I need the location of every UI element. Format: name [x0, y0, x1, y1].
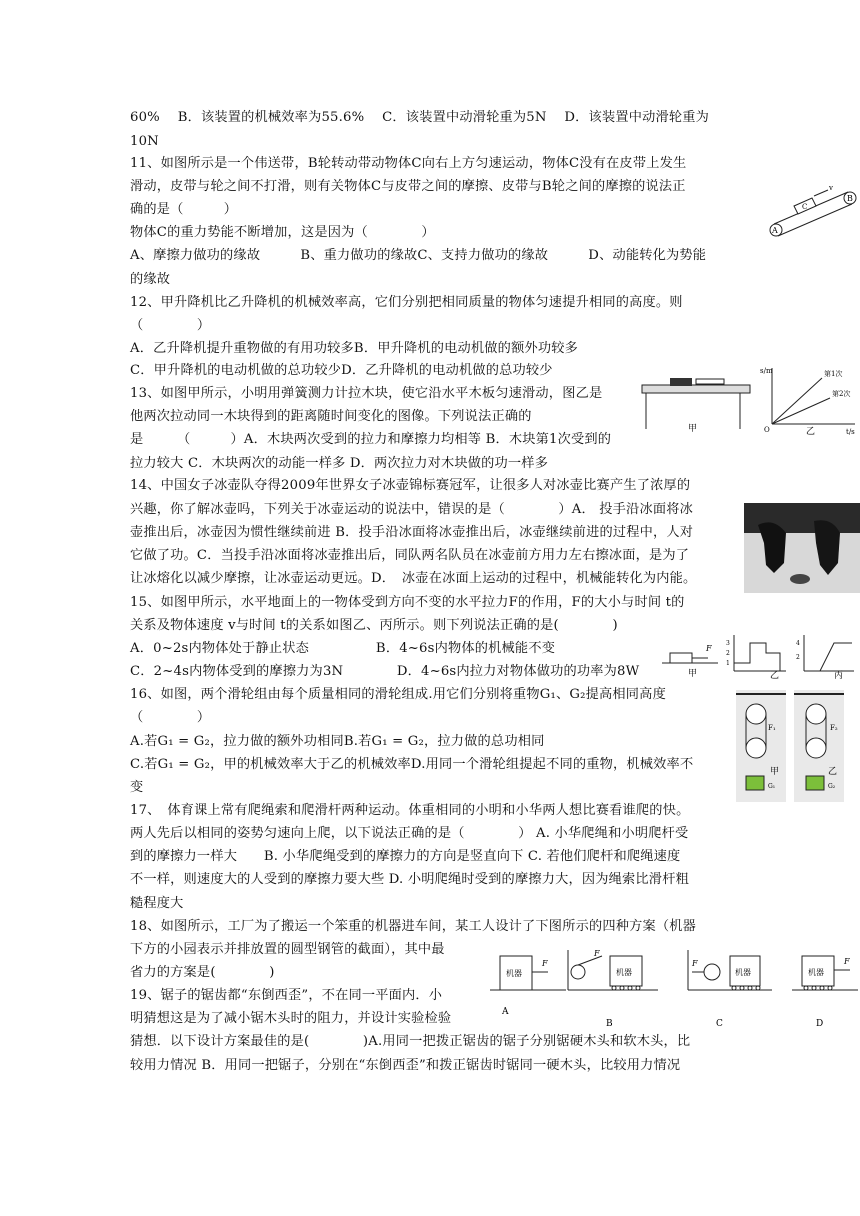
text-line: 14、中国女子冰壶队夺得2009年世界女子冰壶锦标赛冠军，让很多人对冰壶比赛产生了浓厚的	[130, 478, 691, 493]
text-line: 两人先后以相同的姿势匀速向上爬，以下说法正确的是（ ） A. 小华爬绳和小明爬杆受	[130, 826, 689, 841]
board	[642, 385, 750, 393]
text-line: 让冰熔化以减少摩擦，让冰壶运动更远。D． 冰壶在冰面上运动的过程中，机械能转化为内能。	[130, 571, 697, 586]
text-line: 19、锯子的锯齿都“东倒西歪”，不在同一平面内．小	[130, 988, 443, 1003]
second-label: 第2次	[832, 390, 851, 398]
text-line: 他两次拉动同一木块得到的距离随时间变化的图像。下列说法正确的	[130, 409, 532, 424]
text-line: （ ）	[130, 710, 211, 725]
text-line: 糙程度大	[130, 896, 184, 911]
label-yi: 乙	[770, 671, 780, 679]
pipe	[828, 986, 832, 990]
text-line: 猜想．以下设计方案最佳的是( )A.用同一把拨正锯齿的锯子分别锯硬木头和软木头，比	[130, 1034, 691, 1049]
force-graphs-figure	[658, 633, 858, 679]
line-second	[772, 398, 830, 424]
text-line: 滑动，皮带与轮之间不打滑，则有关物体C与皮带之间的摩擦、皮带与B轮之间的摩擦的说法正	[130, 179, 686, 194]
wood-block	[670, 378, 692, 386]
weight-g1	[746, 776, 764, 790]
text-line: 省力的方案是( )	[130, 965, 275, 980]
machine-label: 机器	[735, 968, 751, 977]
conveyor-belt-figure	[766, 180, 860, 246]
ytick: 4	[796, 640, 800, 647]
s-label: s/m	[760, 367, 773, 375]
pipe	[820, 986, 824, 990]
text-line: 13、如图甲所示，小明用弹簧测力计拉木块，使它沿水平木板匀速滑动，图乙是	[130, 386, 603, 401]
label-bing: 丙	[834, 671, 844, 679]
pipe	[740, 986, 744, 990]
text-line: 60% B．该装置的机械效率为55.6% C．该装置中动滑轮重为5N D．该装置中动滑轮重为	[130, 110, 710, 125]
pipe	[748, 986, 752, 990]
text-line: 较用力情况 B．用同一把锯子，分别在“东倒西歪”和拨正锯齿时锯同一硬木头，比较用力情况	[130, 1058, 681, 1073]
text-line: C．2~4s内物体受到的摩擦力为3N D．4~6s内拉力对物体做功的功率为8W	[130, 664, 640, 679]
machine-label: 机器	[506, 969, 522, 978]
machine-schemes-figure	[482, 942, 860, 1032]
curling-stone	[790, 574, 810, 584]
fixed-pulley-jia	[746, 704, 766, 724]
option-label: D	[816, 1019, 824, 1029]
text-line: （ ）	[130, 318, 211, 333]
text-line: A、摩擦力做功的缘故 B、重力做功的缘故C、支持力做功的缘故 D、动能转化为势能	[130, 248, 707, 263]
text-line: 它做了功。C．当投手沿冰面将冰壶推出后，同队两名队员在冰壶前方用力左右擦冰面，是为了	[130, 548, 690, 563]
option-label: B	[606, 1019, 613, 1029]
machine-label: 机器	[616, 968, 632, 977]
force-label: F	[692, 959, 698, 968]
text-line: 到的摩擦力一样大 B. 小华爬绳受到的摩擦力的方向是竖直向下 C. 若他们爬杆和爬绳速度	[130, 849, 681, 864]
label-v: v	[829, 184, 833, 192]
label-f: F	[706, 644, 712, 653]
origin-label: O	[764, 426, 770, 434]
curling-photo	[744, 503, 860, 593]
text-line: 拉力较大 C．木块两次的动能一样多 D．两次拉力对木块做的功一样多	[130, 456, 549, 471]
text-line: 11、如图所示是一个伟送带，B轮转动带动物体C向右上方匀速运动，物体C没有在皮带上发生	[130, 156, 687, 171]
option-label: A	[502, 1007, 509, 1017]
first-label: 第1次	[824, 370, 843, 378]
pulley-c	[704, 964, 720, 980]
label-jia: 甲	[688, 424, 698, 434]
label-b: B	[847, 194, 853, 203]
t-label: t/s	[846, 428, 855, 436]
text-line: 关系及物体速度 v与时间 t的关系如图乙、丙所示。则下列说法正确的是( )	[130, 618, 618, 633]
weight-g2	[806, 776, 824, 790]
force-label: F	[542, 959, 548, 968]
pulley-systems-figure	[732, 690, 848, 802]
label-yi: 乙	[828, 767, 838, 777]
spring-scale	[696, 379, 724, 384]
text-line: 物体C的重力势能不断增加，这是因为（ ）	[130, 225, 435, 240]
text-line: C．甲升降机的电动机做的总功较少D．乙升降机的电动机做的总功较少	[130, 363, 553, 378]
text-line: 12、甲升降机比乙升降机的机械效率高，它们分别把相同质量的物体匀速提升相同的高度。则	[130, 295, 683, 310]
label-a: A	[772, 226, 778, 235]
text-line: 是 （ ）A．木块两次受到的拉力和摩擦力均相等 B．木块第1次受到的	[130, 432, 612, 447]
text-line: 的缘故	[130, 272, 171, 287]
movable-pulley-jia	[746, 738, 766, 758]
label-g2: G₂	[828, 783, 836, 790]
spring-scale-figure	[640, 373, 755, 435]
pipe	[628, 986, 632, 990]
line-first	[772, 378, 822, 424]
pipe	[756, 986, 760, 990]
label-jia: 甲	[688, 669, 698, 679]
velocity-curve	[804, 643, 852, 671]
ytick: 2	[796, 654, 800, 661]
label-c: C	[802, 203, 808, 211]
ytick: 1	[726, 660, 730, 667]
object-block	[670, 653, 692, 663]
force-label: F	[594, 949, 600, 958]
label-jia: 甲	[770, 767, 780, 777]
pulley-b	[571, 965, 585, 979]
text-line: 壶推出后，冰壶因为惯性继续前进 B．投手沿冰面将冰壶推出后，冰壶继续前进的过程中，人对	[130, 525, 694, 540]
text-line: A．0~2s内物体处于静止状态 B．4~6s内物体的机械能不变	[130, 641, 556, 656]
pipe	[636, 986, 640, 990]
pipe	[732, 986, 736, 990]
fixed-pulley-yi	[806, 704, 826, 724]
text-line: 15、如图甲所示，水平地面上的一物体受到方向不变的水平拉力F的作用，F的大小与时间 t的	[130, 595, 685, 610]
text-line: 变	[130, 780, 144, 795]
text-line: 明猜想这是为了减小锯木头时的阻力，并设计实验检验	[130, 1011, 452, 1026]
force-curve	[734, 643, 780, 671]
text-line: 兴趣，你了解冰壶吗，下列关于冰壶运动的说法中，错误的是（ ）A． 投手沿冰面将冰	[130, 502, 693, 517]
text-line: 确的是（ ）	[130, 202, 238, 217]
text-line: 18、如图所示，工厂为了搬运一个笨重的机器进车间，某工人设计了下图所示的四种方案（机器	[130, 919, 697, 934]
ytick: 3	[726, 640, 730, 647]
pipe	[612, 986, 616, 990]
velocity-arrow	[814, 190, 828, 196]
pipe	[620, 986, 624, 990]
force-label: F	[844, 957, 850, 966]
text-line: 16、如图，两个滑轮组由每个质量相同的滑轮组成.用它们分别将重物G₁、G₂提高相同高度	[130, 687, 666, 702]
pipe	[812, 986, 816, 990]
label-f1: F₁	[768, 724, 776, 732]
label-yi: 乙	[806, 427, 816, 436]
text-line: C.若G₁ = G₂，甲的机械效率大于乙的机械效率D.用同一个滑轮组提起不同的重物，机械效率不	[130, 757, 694, 772]
option-label: C	[716, 1019, 723, 1029]
text-line: A.若G₁ = G₂，拉力做的额外功相同B.若G₁ = G₂，拉力做的总功相同	[130, 734, 545, 749]
text-line: 10N	[130, 134, 159, 149]
machine-label: 机器	[808, 968, 824, 977]
distance-time-graph	[760, 364, 860, 436]
belt-bottom-line	[778, 204, 852, 236]
pipe	[804, 986, 808, 990]
label-g1: G₁	[768, 783, 776, 790]
text-line: A．乙升降机提升重物做的有用功较多B．甲升降机的电动机做的额外功较多	[130, 341, 579, 356]
ytick: 2	[726, 650, 730, 657]
label-f2: F₂	[830, 724, 838, 732]
movable-pulley-yi	[806, 738, 826, 758]
text-line: 下方的小园表示并排放置的圆型钢管的截面），其中最	[130, 942, 445, 957]
text-line: 不一样，则速度大的人受到的摩擦力要大些 D. 小明爬绳时受到的摩擦力大，因为绳索比滑杆粗	[130, 872, 689, 887]
text-line: 17、 体育课上常有爬绳索和爬滑杆两种运动。体重相同的小明和小华两人想比赛看谁爬的快。	[130, 803, 690, 818]
